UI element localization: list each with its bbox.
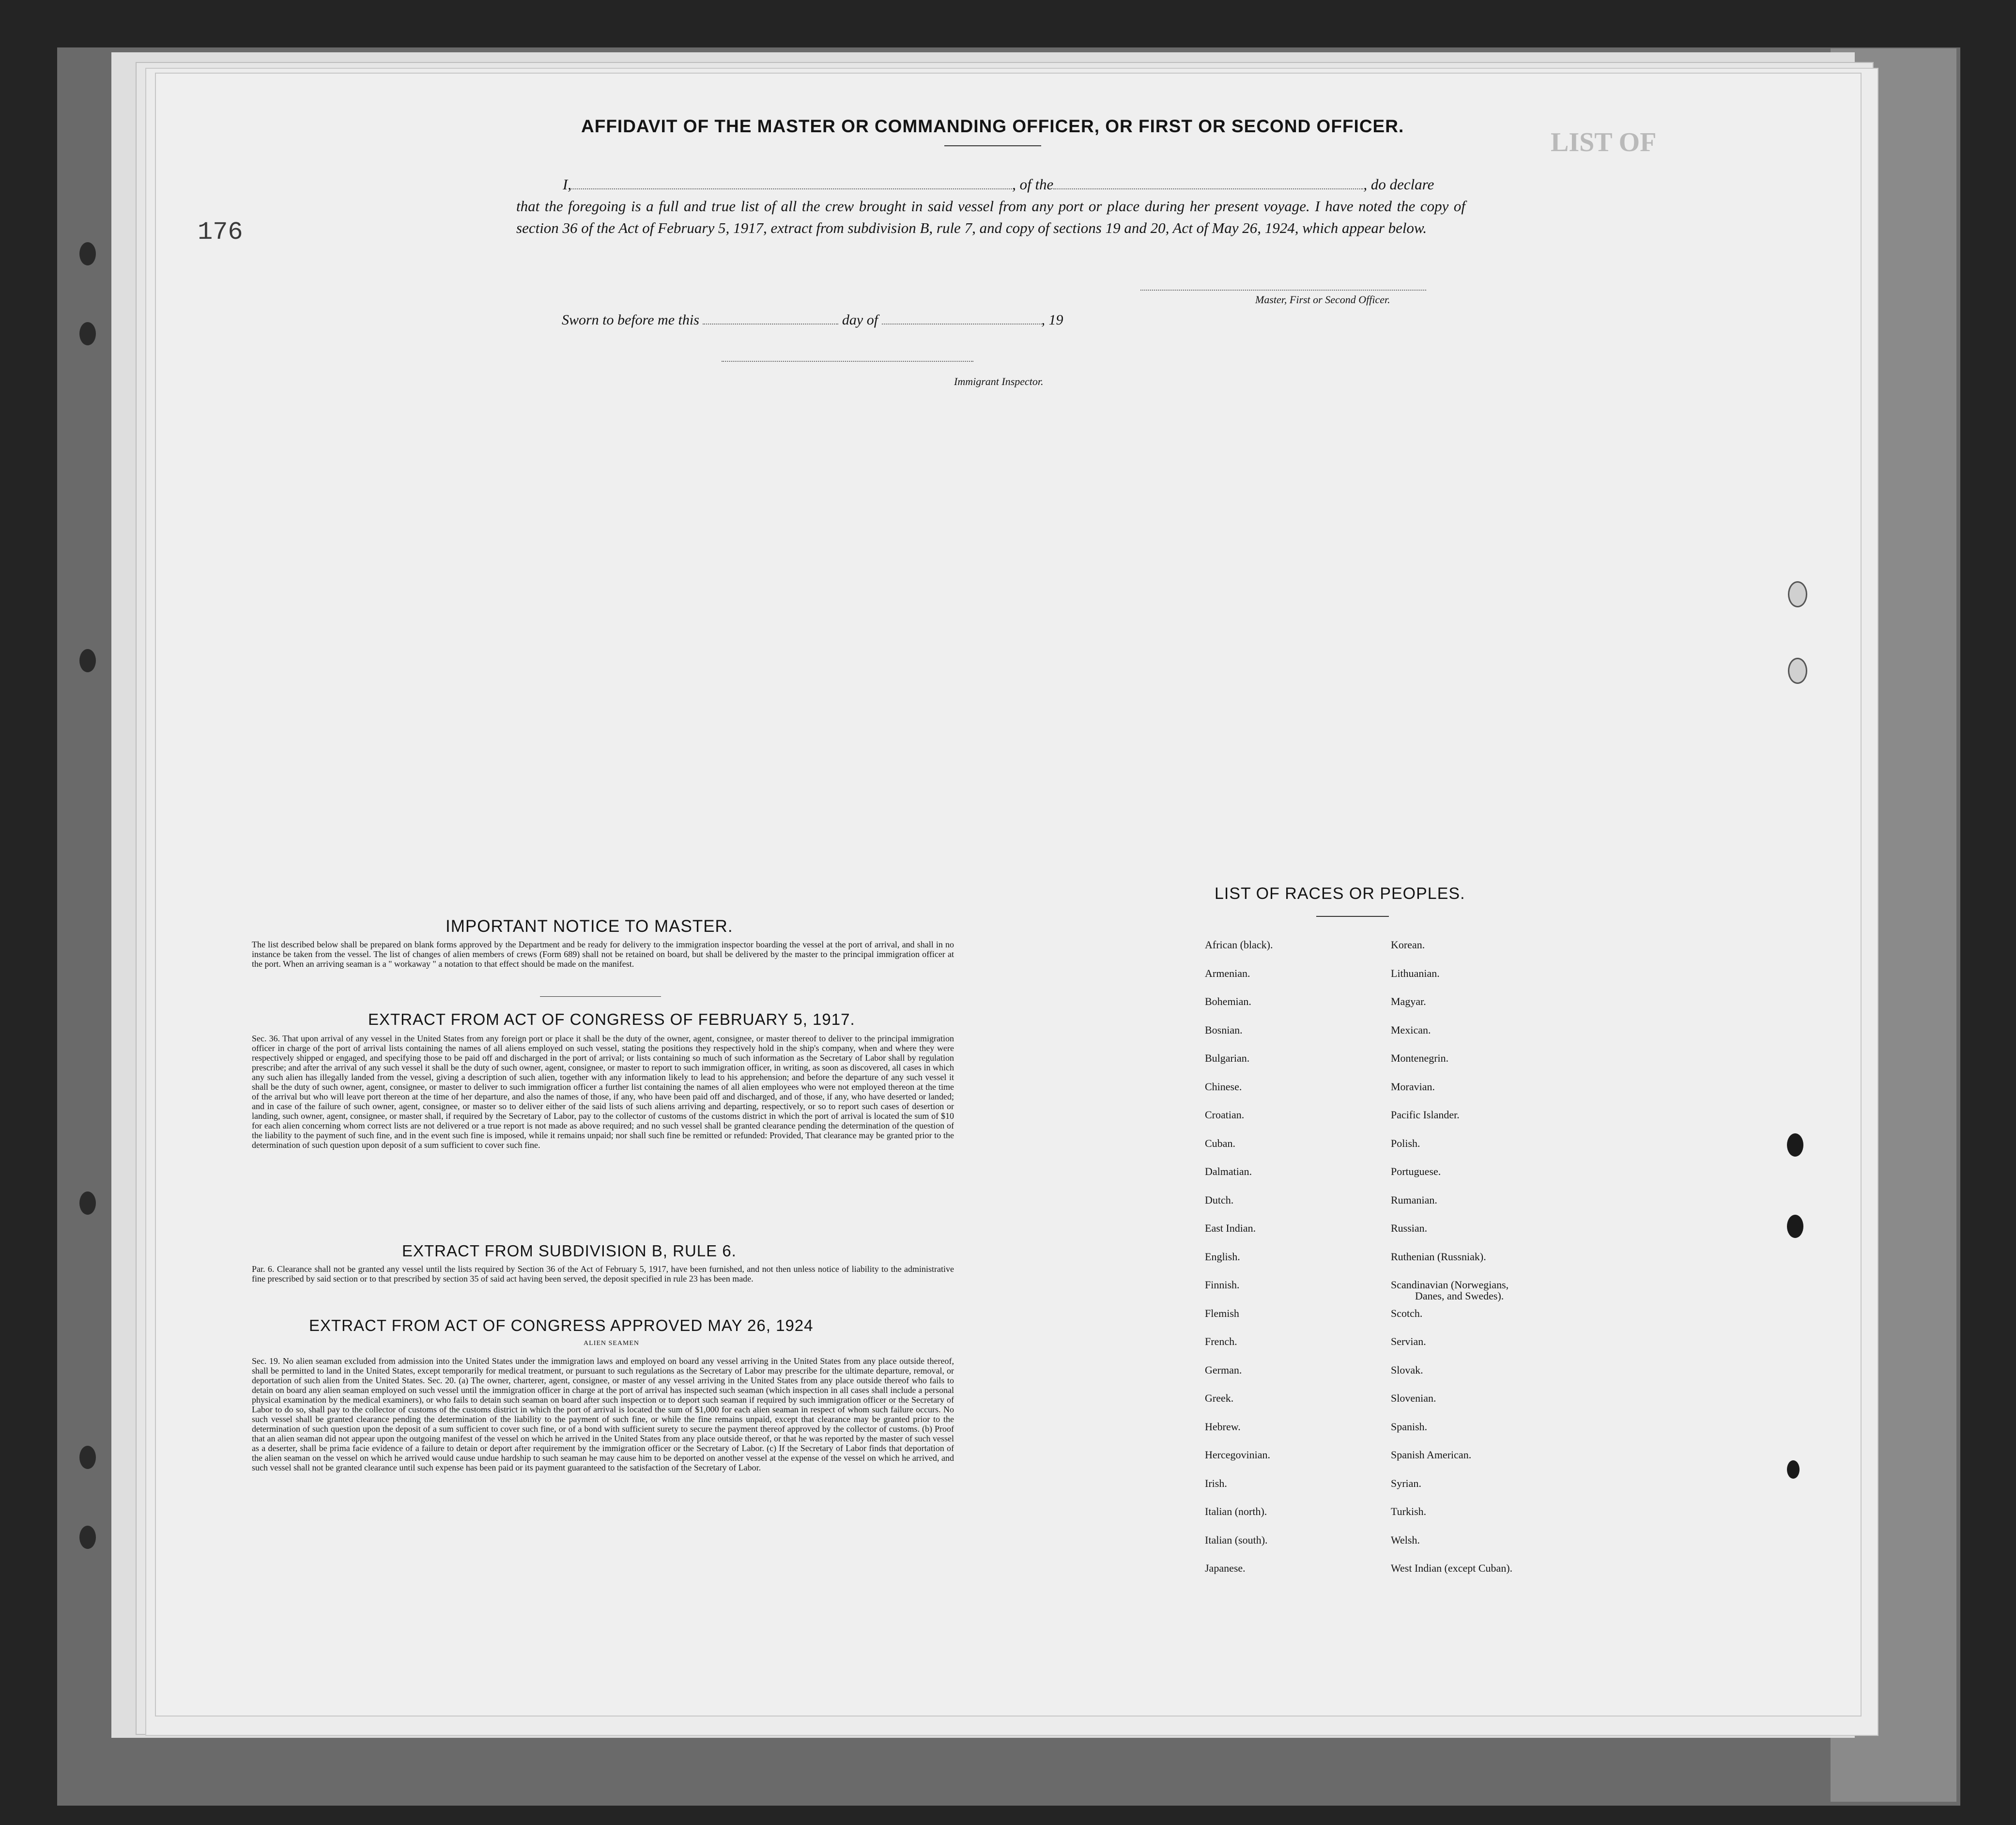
- year-label: , 19: [1041, 312, 1063, 328]
- master-signature-line[interactable]: [1140, 290, 1426, 291]
- sworn-prefix: Sworn to before me this: [562, 312, 699, 328]
- divider: [944, 145, 1041, 146]
- divider: [1316, 916, 1389, 917]
- race-item: Croatian.: [1205, 1109, 1245, 1121]
- binder-hole: [1788, 658, 1807, 684]
- race-item: Spanish American.: [1391, 1449, 1472, 1461]
- race-item: Bohemian.: [1205, 995, 1251, 1007]
- notice-title: IMPORTANT NOTICE TO MASTER.: [446, 917, 733, 936]
- affidavit-paragraph: that the foregoing is a full and true list of all the crew brought in said vessel from any port or place during her present voyage. I have noted the copy of section 36 of the Act of February 5, 1917, extract from subdivision B, rule 7, and copy of sections 19 and 20, Act of May 26, 1924, which appear below.: [516, 198, 1465, 236]
- of-the-label: , of the: [1012, 176, 1054, 193]
- race-item: Servian.: [1391, 1335, 1426, 1347]
- bleed-through-text: LIST OF: [1551, 127, 1657, 157]
- declare-label: , do declare: [1363, 176, 1434, 193]
- i-label: I,: [563, 176, 572, 193]
- binder-hole: [79, 1446, 96, 1469]
- extract-1924-title: EXTRACT FROM ACT OF CONGRESS APPROVED MAY 26, 1924: [309, 1316, 814, 1334]
- race-item: Armenian.: [1205, 967, 1250, 979]
- race-item: Ruthenian (Russniak).: [1391, 1250, 1486, 1263]
- race-item: Russian.: [1391, 1222, 1428, 1234]
- race-item: African (black).: [1205, 939, 1273, 951]
- inspector-signature-line[interactable]: [722, 361, 973, 362]
- race-item: English.: [1205, 1250, 1240, 1263]
- binder-hole: [79, 1526, 96, 1549]
- race-item: Italian (south).: [1205, 1533, 1268, 1546]
- binder-hole: [79, 242, 96, 265]
- day-blank[interactable]: [703, 324, 838, 325]
- race-item: Lithuanian.: [1391, 967, 1440, 979]
- divider: [540, 996, 661, 997]
- notice-text: The list described below shall be prepared on blank forms approved by the Department and be ready for delivery to the immigration inspector boarding the vessel at the port of arrival, and shall in no instance be taken from the vessel. The list of changes of alien members of crews (Form 689) shall not be retained on board, but shall be delivered by the master to the principal immigration officer at the port. When an arriving seaman is a " workaway " a notation to that effect should be made on the manifest.: [252, 940, 954, 969]
- race-item: Cuban.: [1205, 1137, 1235, 1149]
- race-item: Turkish.: [1391, 1505, 1427, 1517]
- race-item: West Indian (except Cuban).: [1391, 1562, 1513, 1574]
- race-item: Greek.: [1205, 1392, 1234, 1404]
- races-title: LIST OF RACES OR PEOPLES.: [1215, 884, 1465, 903]
- race-item-continuation: Danes, and Swedes).: [1415, 1290, 1504, 1302]
- race-item: Chinese.: [1205, 1080, 1242, 1093]
- extract-rule6-text: Par. 6. Clearance shall not be granted any vessel until the lists required by Section 36 of the Act of February 5, 1917, have been furnished, and not then unless notice of liability to the administrative fine prescribed by said section or to that prescribed by section 35 of said act having been served, the deposit specified in rule 23 has been made.: [252, 1264, 954, 1284]
- race-item: German.: [1205, 1363, 1242, 1376]
- day-of-label: day of: [842, 312, 878, 328]
- binder-hole: [1787, 1133, 1803, 1157]
- race-item: Korean.: [1391, 939, 1425, 951]
- extract-1924-text: Sec. 19. No alien seaman excluded from admission into the United States under the immigration laws and employed on board any vessel arriving in the United States from any place outside thereof, shall be permitted to land in the United States, except temporarily for medical treatment, or pursuant to such regulations as the Secretary of Labor may prescribe for the ultimate departure, removal, or deportation of such alien from the United States. Sec. 20. (a) The owner, charterer, agent, consignee, or master of any vessel arriving in the United States from any place outside thereof who fails to detain on board any alien seaman employed on such vessel until the immigration officer in charge at the port of arrival has inspected such seaman (which inspection in all cases shall include a personal physical examination by the medical examiners), or who fails to detain such seaman on board after such inspection or to deport such seaman if required by such immigration officer or the Secretary of Labor to do so, shall pay to the collector of customs of the customs district in which the port of arrival is located the sum of $1,000 for each alien seaman in respect of whom such failure occurs. No such vessel shall be granted clearance pending the determination of the liability to the payment of such fine, or while the fine remains unpaid, except that clearance may be granted prior to the determination of such question upon the deposit of a sum sufficient to cover such fine, or of a bond with sufficient surety to secure the payment thereof approved by the collector of customs. (b) Proof that an alien seaman did not appear upon the outgoing manifest of the vessel on which he arrived in the United States from any place outside thereof, or that he was reported by the master of such vessel as a deserter, shall be prima facie evidence of a failure to detain or deport after requirement by the immigration officer or the Secretary of Labor. (c) If the Secretary of Labor finds that deportation of the alien seaman on the vessel on which he arrived would cause undue hardship to such seaman he may cause him to be deported on another vessel at the expense of the vessel on which he arrived, and such vessel shall not be granted clearance until such expense has been paid or its payment guaranteed to the satisfaction of the Secretary of Labor.: [252, 1356, 954, 1472]
- race-item: Syrian.: [1391, 1477, 1421, 1489]
- binder-hole: [1787, 1215, 1803, 1238]
- race-item: Mexican.: [1391, 1023, 1431, 1036]
- extract-rule6-title: EXTRACT FROM SUBDIVISION B, RULE 6.: [402, 1242, 737, 1260]
- race-item: Dalmatian.: [1205, 1165, 1252, 1177]
- race-item: Flemish: [1205, 1307, 1239, 1319]
- month-blank[interactable]: [882, 324, 1042, 325]
- name-blank[interactable]: [571, 188, 1012, 189]
- binder-hole: [79, 649, 96, 672]
- sworn-line: [562, 312, 1063, 328]
- race-item: Magyar.: [1391, 995, 1426, 1007]
- affidavit-title: AFFIDAVIT OF THE MASTER OR COMMANDING OFFICER, OR FIRST OR SECOND OFFICER.: [581, 116, 1404, 136]
- vessel-blank[interactable]: [1053, 188, 1363, 189]
- race-item: Polish.: [1391, 1137, 1420, 1149]
- race-item: East Indian.: [1205, 1222, 1256, 1234]
- race-item: Scotch.: [1391, 1307, 1423, 1319]
- extract-1917-title: EXTRACT FROM ACT OF CONGRESS OF FEBRUARY 5, 1917.: [368, 1010, 855, 1028]
- race-item: Scandinavian (Norwegians,: [1391, 1279, 1509, 1291]
- race-item: Dutch.: [1205, 1193, 1234, 1206]
- binder-hole: [1788, 581, 1807, 607]
- binder-hole: [79, 1191, 96, 1215]
- race-item: Irish.: [1205, 1477, 1227, 1489]
- race-item: Japanese.: [1205, 1562, 1246, 1574]
- race-item: Finnish.: [1205, 1279, 1240, 1291]
- race-item: Hebrew.: [1205, 1420, 1241, 1433]
- binder-hole: [1787, 1460, 1800, 1479]
- race-item: French.: [1205, 1335, 1237, 1347]
- extract-1924-subtitle: ALIEN SEAMEN: [584, 1340, 640, 1347]
- master-label: Master, First or Second Officer.: [1255, 294, 1390, 306]
- affidavit-text: [516, 173, 1465, 239]
- race-item: Montenegrin.: [1391, 1052, 1449, 1064]
- race-item: Portuguese.: [1391, 1165, 1441, 1177]
- inspector-label: Immigrant Inspector.: [954, 375, 1044, 387]
- race-item: Slovenian.: [1391, 1392, 1436, 1404]
- race-item: Moravian.: [1391, 1080, 1435, 1093]
- race-item: Spanish.: [1391, 1420, 1428, 1433]
- race-item: Pacific Islander.: [1391, 1109, 1460, 1121]
- race-item: Bulgarian.: [1205, 1052, 1250, 1064]
- race-item: Bosnian.: [1205, 1023, 1243, 1036]
- race-item: Italian (north).: [1205, 1505, 1267, 1517]
- race-item: Rumanian.: [1391, 1193, 1437, 1206]
- page-number: 176: [198, 218, 243, 247]
- declaration-line: [563, 173, 1465, 195]
- binder-hole: [79, 322, 96, 345]
- extract-1917-text: Sec. 36. That upon arrival of any vessel in the United States from any foreign port or place it shall be the duty of the owner, agent, consignee, or master thereof to deliver to the principal immigration officer in charge of the port of arrival lists containing the names of all aliens employed on such vessel, stating the positions they respectively hold in the ship's company, when and where they were respectively shipped or engaged, and specifying those to be paid off and discharged in the port of arrival; or lists containing so much of such information as the Secretary of Labor shall by regulation prescribe; and after the arrival of any such vessel it shall be the duty of such owner, agent, consignee, or master to report to such immigration officer, in writing, as soon as discovered, all cases in which any such alien has illegally landed from the vessel, giving a description of such alien, together with any information likely to lead to his apprehension; and before the departure of any such vessel it shall be the duty of such owner, agent, consignee, or master to deliver to such immigration officer a further list containing the names of all alien employees who were not employed thereon at the time of the arrival but who will leave port thereon at the time of her departure, and also the names of those, if any, who have been paid off and discharged, and of those, if any, who have deserted or landed; and in case of the failure of such owner, agent, consignee, or master so to deliver either of the said lists of such aliens arriving and departing, respectively, or so to report such cases of desertion or landing, such owner, agent, consignee, or master shall, if required by the Secretary of Labor, pay to the collector of customs of the customs district in which the port of arrival is located the sum of $10 for each alien concerning whom correct lists are not delivered or a true report is not made as above required; and no such vessel shall be granted clearance pending the determination of the question of the liability to the payment of such fine, and in the event such fine is imposed, while it remains unpaid; nor shall such fine be remitted or refunded: Provided, That clearance may be granted prior to the determination of such question upon deposit of a sum sufficient to cover such fine.: [252, 1034, 954, 1150]
- race-item: Hercegovinian.: [1205, 1449, 1270, 1461]
- race-item: Welsh.: [1391, 1533, 1420, 1546]
- race-item: Slovak.: [1391, 1363, 1423, 1376]
